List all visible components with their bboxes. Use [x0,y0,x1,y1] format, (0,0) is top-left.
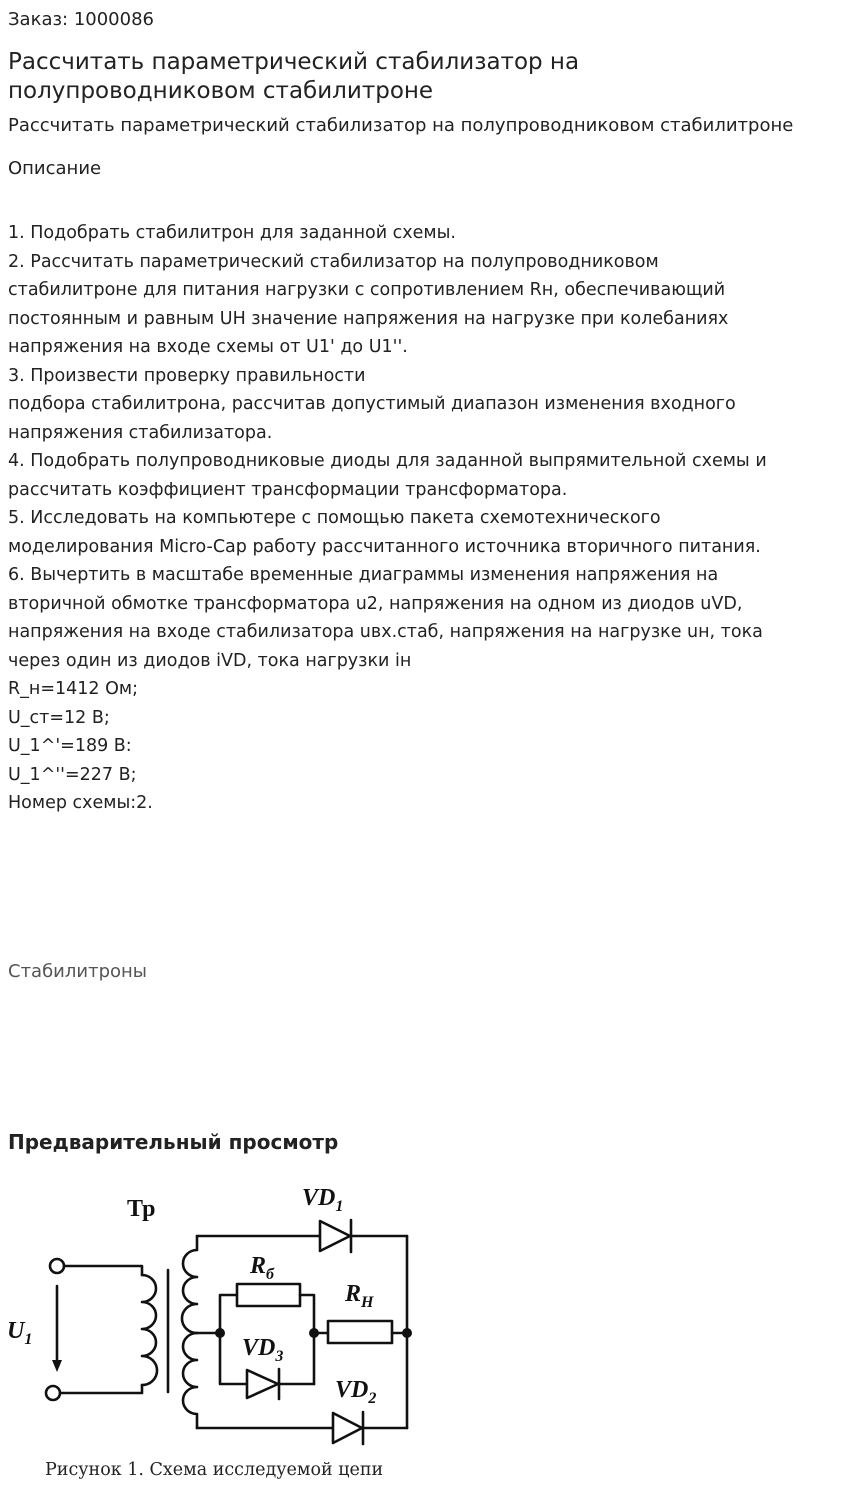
description-line: 6. Вычертить в масштабе временные диаграммы изменения напряжения на [8,565,719,585]
description-line: 5. Исследовать на компьютере с помощью пакета схемотехнического [8,508,661,528]
resistor-rb [237,1284,300,1306]
label-u1: $U_1$ [7,1318,33,1348]
description-line: U_1^''=227 В; [8,764,137,785]
description-line: подбора стабилитрона, рассчитав допустимый диапазон изменения входного [8,394,736,414]
description-line: через один из диодов iVD, тока нагрузки iн [8,650,412,671]
description-line: U_1^'=189 В: [8,736,132,756]
description-line: рассчитать коэффициент трансформации трансформатора. [8,479,568,500]
label-vd1: $VD_1$ [302,1185,344,1215]
description-line: напряжения стабилизатора. [8,422,273,443]
description-line: напряжения на входе стабилизатора uвх.стаб, напряжения на нагрузке uн, тока [8,622,763,642]
description-line: напряжения на входе схемы от U1' до U1''. [8,337,408,357]
diode-vd1 [320,1221,350,1251]
description-line: R_н=1412 Ом; [8,679,138,699]
junction-dot [309,1328,319,1338]
diode-vd2 [333,1413,362,1443]
primary-winding [142,1275,157,1385]
secondary-winding-upper [182,1236,197,1333]
description-line: вторичной обмотке трансформатора u2, напряжения на одном из диодов uVD, [8,593,743,614]
page-subtitle: Рассчитать параметрический стабилизатор на полупроводниковом стабилитроне [8,115,794,136]
junction-dot [215,1328,225,1338]
description-line: U_ст=12 В; [8,707,110,728]
diode-vd3 [247,1370,278,1398]
category-link[interactable]: Стабилитроны [8,961,147,982]
description-line: Номер схемы:2. [8,793,153,813]
description-line: моделирования Micro-Cap работу рассчитанного источника вторичного питания. [8,536,761,557]
description-line: стабилитроне для питания нагрузки с сопротивлением Rн, обеспечивающий [8,280,726,300]
description-line: постоянным и равным UН значение напряжения на нагрузке при колебаниях [8,308,729,329]
description-line: 4. Подобрать полупроводниковые диоды для заданной выпрямительной схемы и [8,451,767,471]
resistor-rn [328,1321,392,1343]
figure-caption: Рисунок 1. Схема исследуемой цепи [45,1460,384,1480]
description-body [8,219,843,818]
label-rb: $R_б$ [250,1253,274,1283]
circuit-diagram [0,1175,430,1500]
label-vd2: $VD_2$ [335,1377,377,1407]
order-number: Заказ: 1000086 [8,9,154,30]
description-line: 2. Рассчитать параметрический стабилизатор на полупроводниковом [8,251,659,272]
label-transformer: Тр [127,1196,156,1222]
label-vd3: $VD_3$ [242,1335,284,1365]
preview-heading: Предварительный просмотр [8,1130,339,1154]
secondary-winding-lower [183,1333,197,1428]
input-terminal-bottom [46,1386,60,1400]
description-heading: Описание [8,158,102,179]
junction-dot [402,1328,412,1338]
page-title: Рассчитать параметрический стабилизатор на полупроводниковом стабилитроне [8,49,580,104]
description-line: 3. Произвести проверку правильности [8,365,366,386]
label-rn: $R_Н$ [345,1281,374,1311]
description-line: 1. Подобрать стабилитрон для заданной схемы. [8,223,456,243]
input-terminal-top [50,1259,64,1273]
